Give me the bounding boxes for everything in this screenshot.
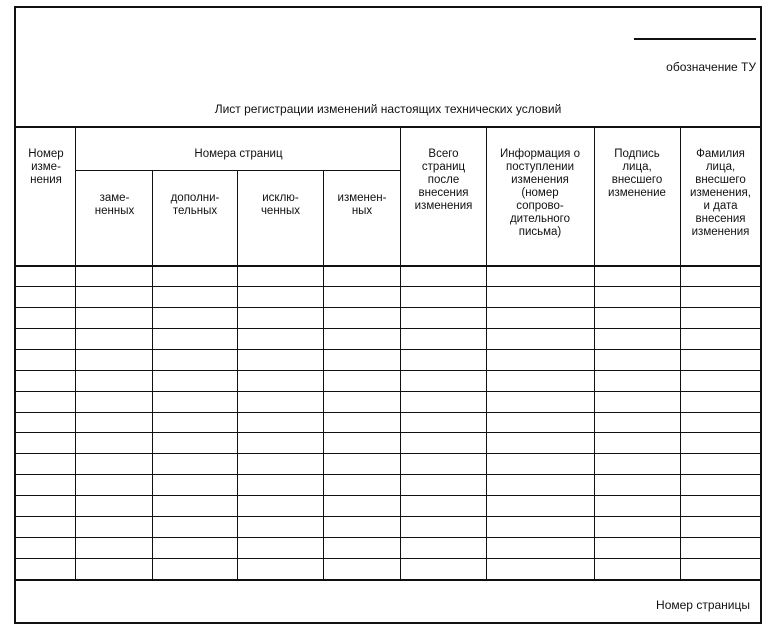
table-row-divider — [16, 286, 760, 287]
table-row-divider — [16, 412, 760, 413]
page-group-divider — [76, 170, 401, 171]
designation-label: обозначение ТУ — [666, 60, 756, 74]
column-divider — [400, 126, 401, 579]
table-row-divider — [16, 349, 760, 350]
header-signature: Подпись лица, внесшего изменение — [608, 148, 666, 199]
designation-underline — [634, 38, 756, 40]
table-bottom-border — [16, 579, 760, 581]
header-changed: изменен- ных — [337, 192, 387, 217]
column-divider — [323, 170, 324, 579]
table-top-border — [16, 126, 760, 128]
table-row-divider — [16, 307, 760, 308]
table-row-divider — [16, 474, 760, 475]
page-number-label: Номер страницы — [656, 598, 750, 612]
table-row-divider — [16, 537, 760, 538]
table-row-divider — [16, 432, 760, 433]
header-receipt-info: Информация о поступлении изменения (номер сопрово- дительного письма) — [499, 148, 580, 238]
registration-sheet — [14, 6, 762, 624]
table-row-divider — [16, 370, 760, 371]
header-additional: дополни- тельных — [170, 192, 220, 217]
table-row-divider — [16, 558, 760, 559]
header-page-numbers-group: Номера страниц — [194, 148, 283, 160]
table-row-divider — [16, 516, 760, 517]
header-surname: Фамилия лица, внесшего изменения, и дата внесения изменения — [690, 148, 751, 238]
header-change-number: Номер изме- нения — [28, 148, 64, 186]
column-divider — [152, 170, 153, 579]
table-row-divider — [16, 391, 760, 392]
column-divider — [75, 126, 76, 579]
table-row-divider — [16, 453, 760, 454]
table-row-divider — [16, 328, 760, 329]
sheet-title: Лист регистрации изменений настоящих технических условий — [214, 102, 562, 116]
header-excluded: исклю- ченных — [260, 192, 301, 217]
header-replaced: заме- ненных — [94, 192, 135, 217]
header-total-pages: Всего страниц после внесения изменения — [414, 148, 473, 212]
header-bottom-border — [16, 265, 760, 267]
column-divider — [237, 170, 238, 579]
table-row-divider — [16, 495, 760, 496]
